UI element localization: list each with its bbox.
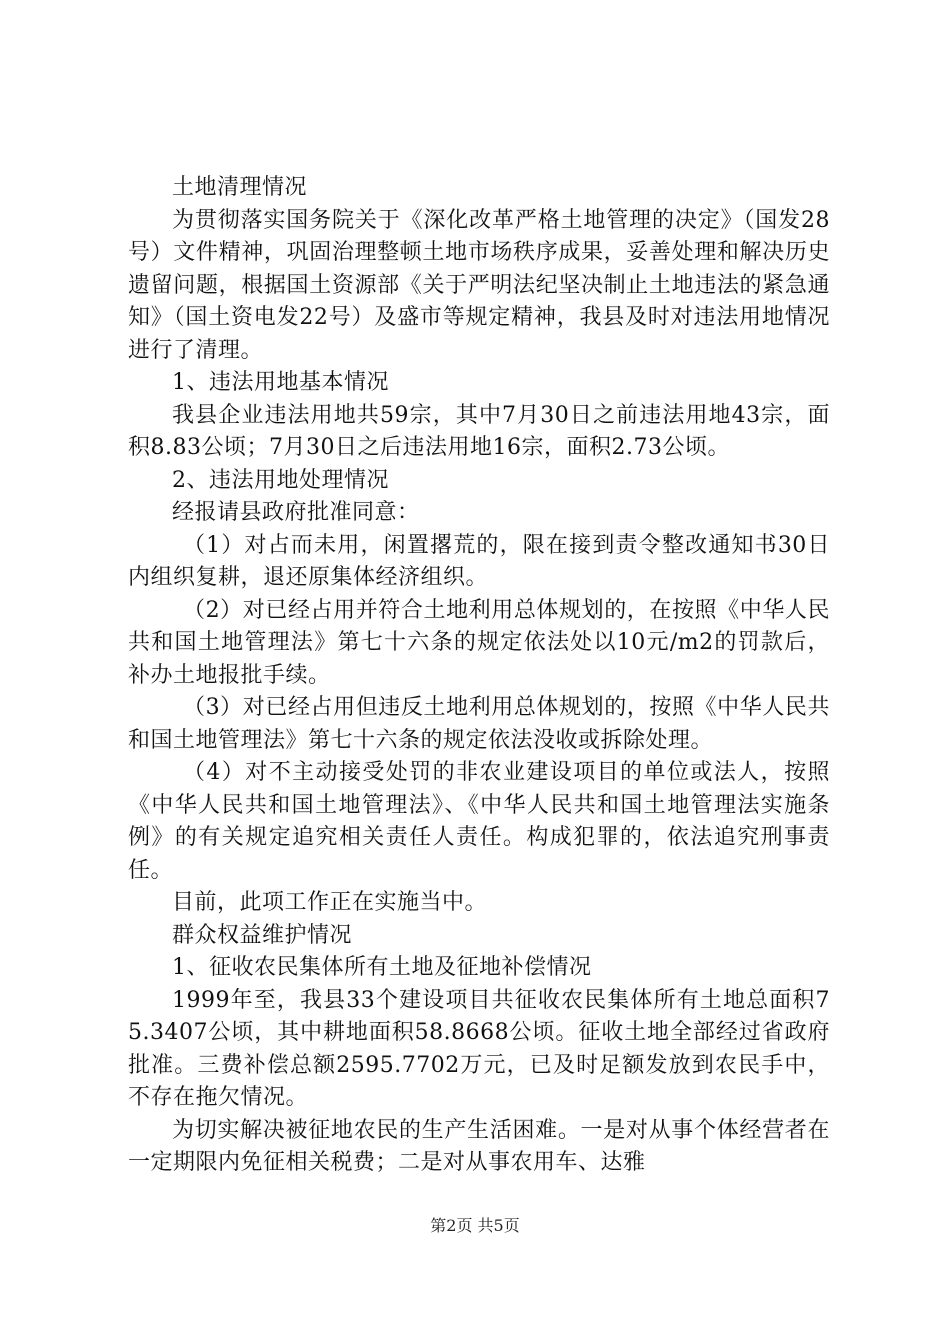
page-number-label: 第2页 共5页 xyxy=(430,1216,520,1235)
subheading-illegal-land-basic: 1、违法用地基本情况 xyxy=(172,370,389,395)
list-item-measure-2: （2）对已经占用并符合土地利用总体规划的，在按照《中华人民共和国土地管理法》第七十六条的规定依法处以10元/m2的罚款后，补办土地报批手续。 xyxy=(128,597,830,688)
paragraph-status: 目前，此项工作正在实施当中。 xyxy=(172,890,488,915)
paragraph-requisition-stats: 1999年至，我县33个建设项目共征收农民集体所有土地总面积75.3407公顷，其中耕地面积58.8668公顷。征收土地全部经过省政府批准。三费补偿总额2595.7702万元，已及时足额发放到农民手中，不存在拖欠情况。 xyxy=(128,987,830,1110)
section-heading-rights-protection: 群众权益维护情况 xyxy=(172,922,353,948)
subheading-land-requisition: 1、征收农民集体所有土地及征地补偿情况 xyxy=(172,955,592,980)
document-body xyxy=(128,172,830,1180)
page-footer xyxy=(0,1216,950,1236)
list-item-measure-1: （1）对占而未用，闲置撂荒的，限在接到责令整改通知书30日内组织复耕，退还原集体经济组织。 xyxy=(128,532,830,590)
paragraph-livelihood-measures: 为切实解决被征地农民的生产生活困难。一是对从事个体经营者在一定期限内免征相关税费；二是对从事农用车、达雅 xyxy=(128,1117,830,1175)
paragraph-intro: 为贯彻落实国务院关于《深化改革严格土地管理的决定》（国发28号）文件精神，巩固治理整顿土地市场秩序成果，妥善处理和解决历史遗留问题，根据国土资源部《关于严明法纪坚决制止土地违法的紧急通知》（国土资电发22号）及盛市等规定精神，我县及时对违法用地情况进行了清理。 xyxy=(128,207,830,363)
list-item-measure-3: （3）对已经占用但违反土地利用总体规划的，按照《中华人民共和国土地管理法》第七十六条的规定依法没收或拆除处理。 xyxy=(128,695,830,753)
paragraph-illegal-land-stats: 我县企业违法用地共59宗，其中7月30日之前违法用地43宗，面积8.83公顷；7月30日之后违法用地16宗，面积2.73公顷。 xyxy=(128,402,830,460)
paragraph-approval: 经报请县政府批准同意： xyxy=(172,500,420,525)
subheading-illegal-land-handling: 2、违法用地处理情况 xyxy=(172,467,389,493)
section-heading-land-cleanup: 土地清理情况 xyxy=(172,175,308,200)
list-item-measure-4: （4）对不主动接受处罚的非农业建设项目的单位或法人，按照《中华人民共和国土地管理法》、《中华人民共和国土地管理法实施条例》的有关规定追究相关责任人责任。构成犯罪的，依法追究刑事责任。 xyxy=(128,760,830,883)
